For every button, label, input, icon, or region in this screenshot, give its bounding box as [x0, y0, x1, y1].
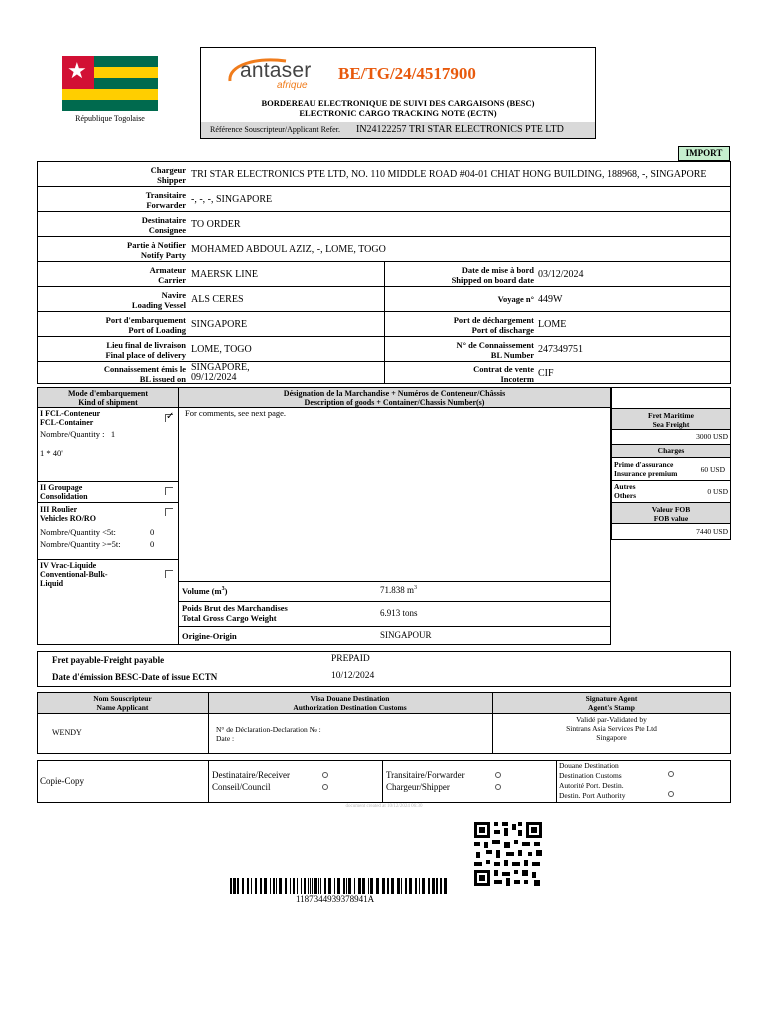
qr-code-icon — [472, 820, 544, 888]
groupage-checkbox[interactable] — [165, 487, 173, 495]
notify-party-label: Partie à Notifier Notify Party — [127, 240, 186, 260]
copy-receiver-radio[interactable] — [322, 772, 328, 778]
copy-shipper-label: Chargeur/Shipper — [386, 782, 450, 792]
applicant-ref-value: IN24122257 TRI STAR ELECTRONICS PTE LTD — [356, 124, 564, 135]
fcl-quantity: Nombre/Quantity : 1 — [40, 429, 116, 439]
goods-description: For comments, see next page. — [185, 408, 287, 418]
copies-box — [37, 760, 731, 803]
bl-number-value: 247349751 — [538, 344, 583, 355]
copy-council-label: Conseil/Council — [212, 782, 271, 792]
weight-value: 6.913 tons — [380, 608, 418, 618]
bl-issued-label: Connaissement émis le BL issued on — [103, 364, 186, 384]
copy-customs-label: Douane Destination Destination Customs — [559, 761, 622, 780]
consignee-value: TO ORDER — [191, 219, 241, 230]
origin-value: SINGAPOUR — [380, 630, 432, 640]
applicant-ref-label: Référence Souscripteur/Applicant Refer. — [210, 125, 340, 134]
roro-qty-lt5: Nombre/Quantity <5t: — [40, 527, 116, 537]
groupage-title: II Groupage Consolidation — [40, 483, 88, 501]
goods-description-header: Désignation de la Marchandise + Numéros de Conteneur/Châssis Description of goods + Container/Chassis Number(s) — [178, 387, 611, 408]
shipped-date-label: Date de mise à bord Shipped on board date — [451, 265, 534, 285]
fcl-title: I FCL-Conteneur FCL-Container — [40, 409, 101, 427]
agent-header: Signature Agent Agent's Stamp — [585, 694, 638, 712]
copy-shipper-radio[interactable] — [495, 784, 501, 790]
notify-party-value: MOHAMED ABDOUL AZIZ, -, LOME, TOGO — [191, 244, 386, 255]
kind-of-shipment-header: Mode d'embarquement Kind of shipment — [37, 387, 179, 408]
shipped-date-value: 03/12/2024 — [538, 269, 584, 280]
document-created-note: document created at 10/12/2024 06:30 — [345, 804, 423, 809]
bulk-checkbox[interactable] — [165, 570, 173, 578]
barcode-number: 1187344939378941A — [296, 894, 375, 904]
forwarder-label: Transitaire Forwarder — [145, 190, 186, 210]
final-place-value: LOME, TOGO — [191, 344, 252, 355]
issue-date-value: 10/12/2024 — [331, 671, 375, 681]
company-logo: antaser — [240, 59, 312, 82]
sea-freight-value: 3000 USD — [696, 432, 728, 441]
copy-receiver-label: Destinataire/Receiver — [212, 770, 290, 780]
star-icon: ★ — [67, 59, 87, 84]
weight-label: Poids Brut des Marchandises Total Gross Cargo Weight — [182, 603, 288, 623]
roro-qty-lt5-value: 0 — [150, 527, 155, 537]
roro-qty-ge5-value: 0 — [150, 539, 155, 549]
applicant-header: Nom Souscripteur Name Applicant — [93, 694, 152, 712]
ectn-reference: BE/TG/24/4517900 — [338, 64, 476, 83]
freight-payable-label: Fret payable-Freight payable — [52, 655, 165, 665]
forwarder-value: -, -, -, SINGAPORE — [191, 194, 273, 205]
flag-caption: République Togolaise — [75, 114, 145, 123]
bl-number-label: N° de Connaissement BL Number — [456, 340, 534, 360]
agent-stamp: Validé par-Validated by Sintrans Asia Services Pte Ltd Singapore — [566, 715, 657, 742]
issue-date-label: Date d'émission BESC-Date of issue ECTN — [52, 672, 218, 682]
copy-council-radio[interactable] — [322, 784, 328, 790]
others-label: Autres Others — [614, 482, 637, 500]
doc-title-fr: BORDEREAU ELECTRONIQUE DE SUIVI DES CARGAISONS (BESC) — [261, 98, 535, 108]
insurance-value: 60 USD — [700, 465, 725, 474]
copy-port-radio[interactable] — [668, 791, 674, 797]
fcl-detail: 1 * 40' — [40, 448, 63, 458]
fcl-checkbox[interactable] — [165, 414, 173, 422]
sea-freight-header: Fret Maritime Sea Freight — [611, 408, 731, 430]
origin-label: Origine-Origin — [182, 631, 237, 641]
applicant-name: WENDY — [52, 728, 82, 737]
voyage-label: Voyage n° — [497, 294, 534, 304]
carrier-value: MAERSK LINE — [191, 269, 258, 280]
shipper-label: Chargeur Shipper — [150, 165, 186, 185]
freight-payable-value: PREPAID — [331, 654, 370, 664]
final-place-label: Lieu final de livraison Final place of delivery — [105, 340, 186, 360]
copy-forwarder-label: Transitaire/Forwarder — [386, 770, 465, 780]
volume-label: Volume $(m^3)$ — [182, 586, 228, 596]
volume-value: 71.838 $m^3$ — [380, 585, 418, 595]
charges-header: Charges — [611, 444, 731, 458]
copy-customs-radio[interactable] — [668, 771, 674, 777]
port-of-discharge-value: LOME — [538, 319, 567, 330]
carrier-label: Armateur Carrier — [149, 265, 186, 285]
copy-label: Copie-Copy — [40, 776, 84, 786]
bulk-title: IV Vrac-Liquide Conventional-Bulk- Liquid — [40, 561, 108, 588]
bl-issued-value: SINGAPORE, 09/12/2024 — [191, 362, 250, 383]
shipper-value: TRI STAR ELECTRONICS PTE LTD, NO. 110 MIDDLE ROAD #04-01 CHIAT HONG BUILDING, 188968, -, SINGAPORE — [191, 169, 707, 180]
vessel-label: Navire Loading Vessel — [131, 290, 186, 310]
doc-title-en: ELECTRONIC CARGO TRACKING NOTE (ECTN) — [299, 108, 497, 118]
fob-value: 7440 USD — [696, 527, 728, 536]
port-of-discharge-label: Port de déchargement Port of discharge — [453, 315, 534, 335]
vessel-value: ALS CERES — [191, 294, 244, 305]
roro-qty-ge5: Nombre/Quantity >=5t: — [40, 539, 121, 549]
import-badge: IMPORT — [678, 146, 730, 161]
incoterm-label: Contrat de vente Incoterm — [473, 364, 534, 384]
company-logo-sub: afrique — [277, 80, 308, 91]
port-of-loading-label: Port d'embarquement Port of Loading — [105, 315, 186, 335]
incoterm-value: CIF — [538, 368, 554, 379]
fob-header: Valeur FOB FOB value — [611, 502, 731, 524]
togo-flag — [62, 56, 158, 111]
insurance-label: Prime d'assurance Insurance premium — [614, 460, 678, 478]
declaration-fields: N° de Déclaration-Declaration № : Date : — [216, 725, 321, 743]
roro-checkbox[interactable] — [165, 508, 173, 516]
roro-title: III Roulier Vehicles RO/RO — [40, 505, 96, 523]
copy-forwarder-radio[interactable] — [495, 772, 501, 778]
voyage-value: 449W — [538, 294, 563, 305]
goods-section — [37, 387, 611, 645]
consignee-label: Destinataire Consignee — [141, 215, 186, 235]
customs-header: Visa Douane Destination Authorization Destination Customs — [293, 694, 407, 712]
others-value: 0 USD — [707, 487, 728, 496]
copy-port-label: Autorité Port. Destin. Destin. Port Authority — [559, 781, 626, 800]
port-of-loading-value: SINGAPORE — [191, 319, 248, 330]
